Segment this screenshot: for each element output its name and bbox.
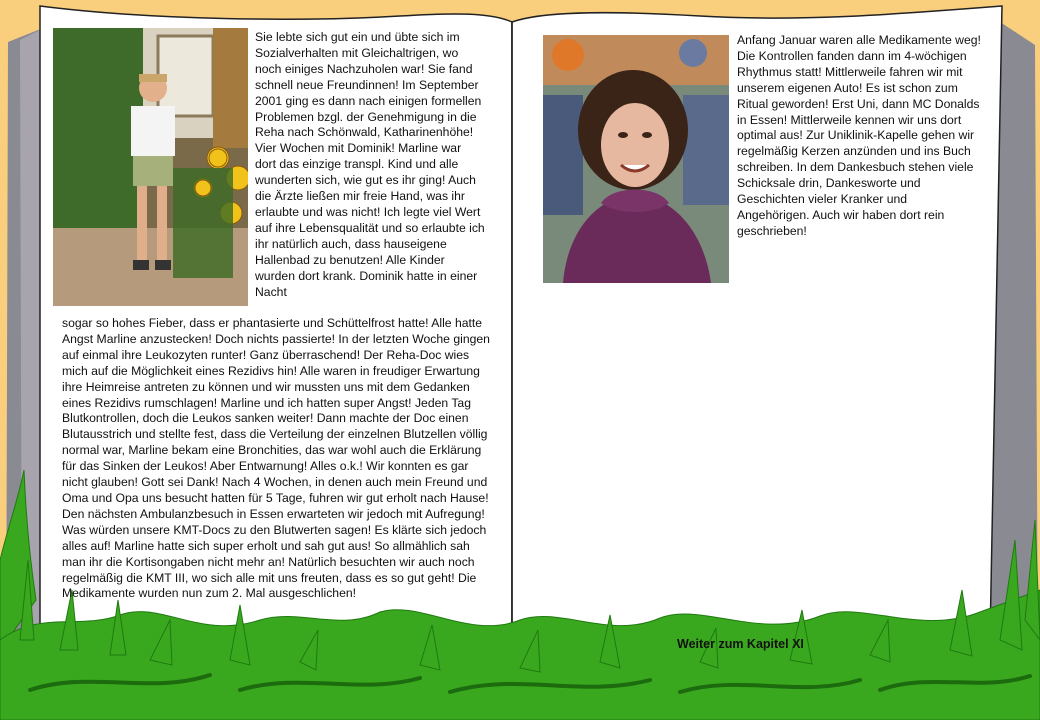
story-text-below-photo [62,316,492,602]
paragraph: Sie lebte sich gut ein und übte sich im Sozialverhalten mit Gleichaltrigen, wo noch einiges Nachzuholen war! Sie fand schnell neue Freundinnen! Im September 2001 ging es dann nach einigen formellen Problemen bzgl. der Genehmigung in die Reha nach Schönwald, Katharinenhöhe! Vier Wochen mit Dominik! Marline war dort das einzige transpl. Kind und alle wunderten sich, wie gut es ihr ging! Auch die Ärzte ließen mir freie Hand, was ihr erlaubte und was nicht! Ich legte viel Wert auf ihre Lebensqualität und so erlaubte ich ihr natürlich auch, dass hauseigene Hallenbad zu benutzen! Alle Kinder wurden dort krank. Dominik hatte in einer Nacht [255,30,485,299]
story-text-beside-photo [255,30,485,300]
paragraph: sogar so hohes Fieber, dass er phantasierte und Schüttelfrost hatte! Alle hatte Angst Marline anzustecken! Doch nichts passierte! In der letzten Woche gingen auf einmal ihre Leukozyten runter! Ganz überraschend! Der Reha-Doc wies mich auf die Möglichkeit eines Rezidivs hin! Alle waren in freudiger Erwartung ihre Heimreise antreten zu können und wir mussten uns mit dem Gedanken eines Rezidivs rumschlagen! Marline und ich hatten super Angst! Jeden Tag Blutkontrollen, doch die Leukos sanken weiter! Dann machte der Doc einen Blutausstrich und stellte fest, dass die Verteilung der einzelnen Blutzellen völlig normal war, Marline bekam eine Bronchities, das war wohl auch die Erklärung für das Sinken der Leukos! Aber Entwarnung! Alles o.k.! Wir konnten es gar nicht glauben! Gott sei Dank! Nach 4 Wochen, in denen auch mein Freund und Oma und Opa uns besucht hatten für 5 Tage, fuhren wir gut erholt nach Hause! Den nächsten Ambulanzbesuch in Essen erwarteten wir jedoch mit Aufregung! Was würden unsere KMT-Docs zu den Blutwerten sagen! Es klärte sich jedoch alles auf! Marline hatte sich super erholt und sah gut aus! So allmählich sah man ihr die Kortisongaben nicht mehr an! Natürlich besuchten wir auch noch regelmäßig die KMT III, wo sich alle mit uns freuten, dass es so gut geht! Die Medikamente wurden nun zum 2. Mal ausgeschlichen! [62,316,490,601]
photo-boy-with-sunflowers [53,28,248,306]
story-text-right-page [737,33,982,240]
photo-girl-portrait [543,35,729,283]
next-chapter-link[interactable]: Weiter zum Kapitel XI [677,637,804,651]
paragraph: Anfang Januar waren alle Medikamente weg! Die Kontrollen fanden dann im 4-wöchigen Rhythmus statt! Mittlerweile fahren wir mit unserem eigenen Auto! Es ist schon zum Ritual geworden! Erst Uni, dann MC Donalds in Essen! Mittlerweile kennen wir uns dort optimal aus! Zur Uniklinik-Kapelle gehen wir regelmäßig Kerzen anzünden und ins Buch schreiben. In dem Dankesbuch stehen viele Schicksale drin, Dankesworte und Geschichten vieler Kranker und Angehörigen. Auch wir haben dort rein geschrieben! [737,33,981,238]
